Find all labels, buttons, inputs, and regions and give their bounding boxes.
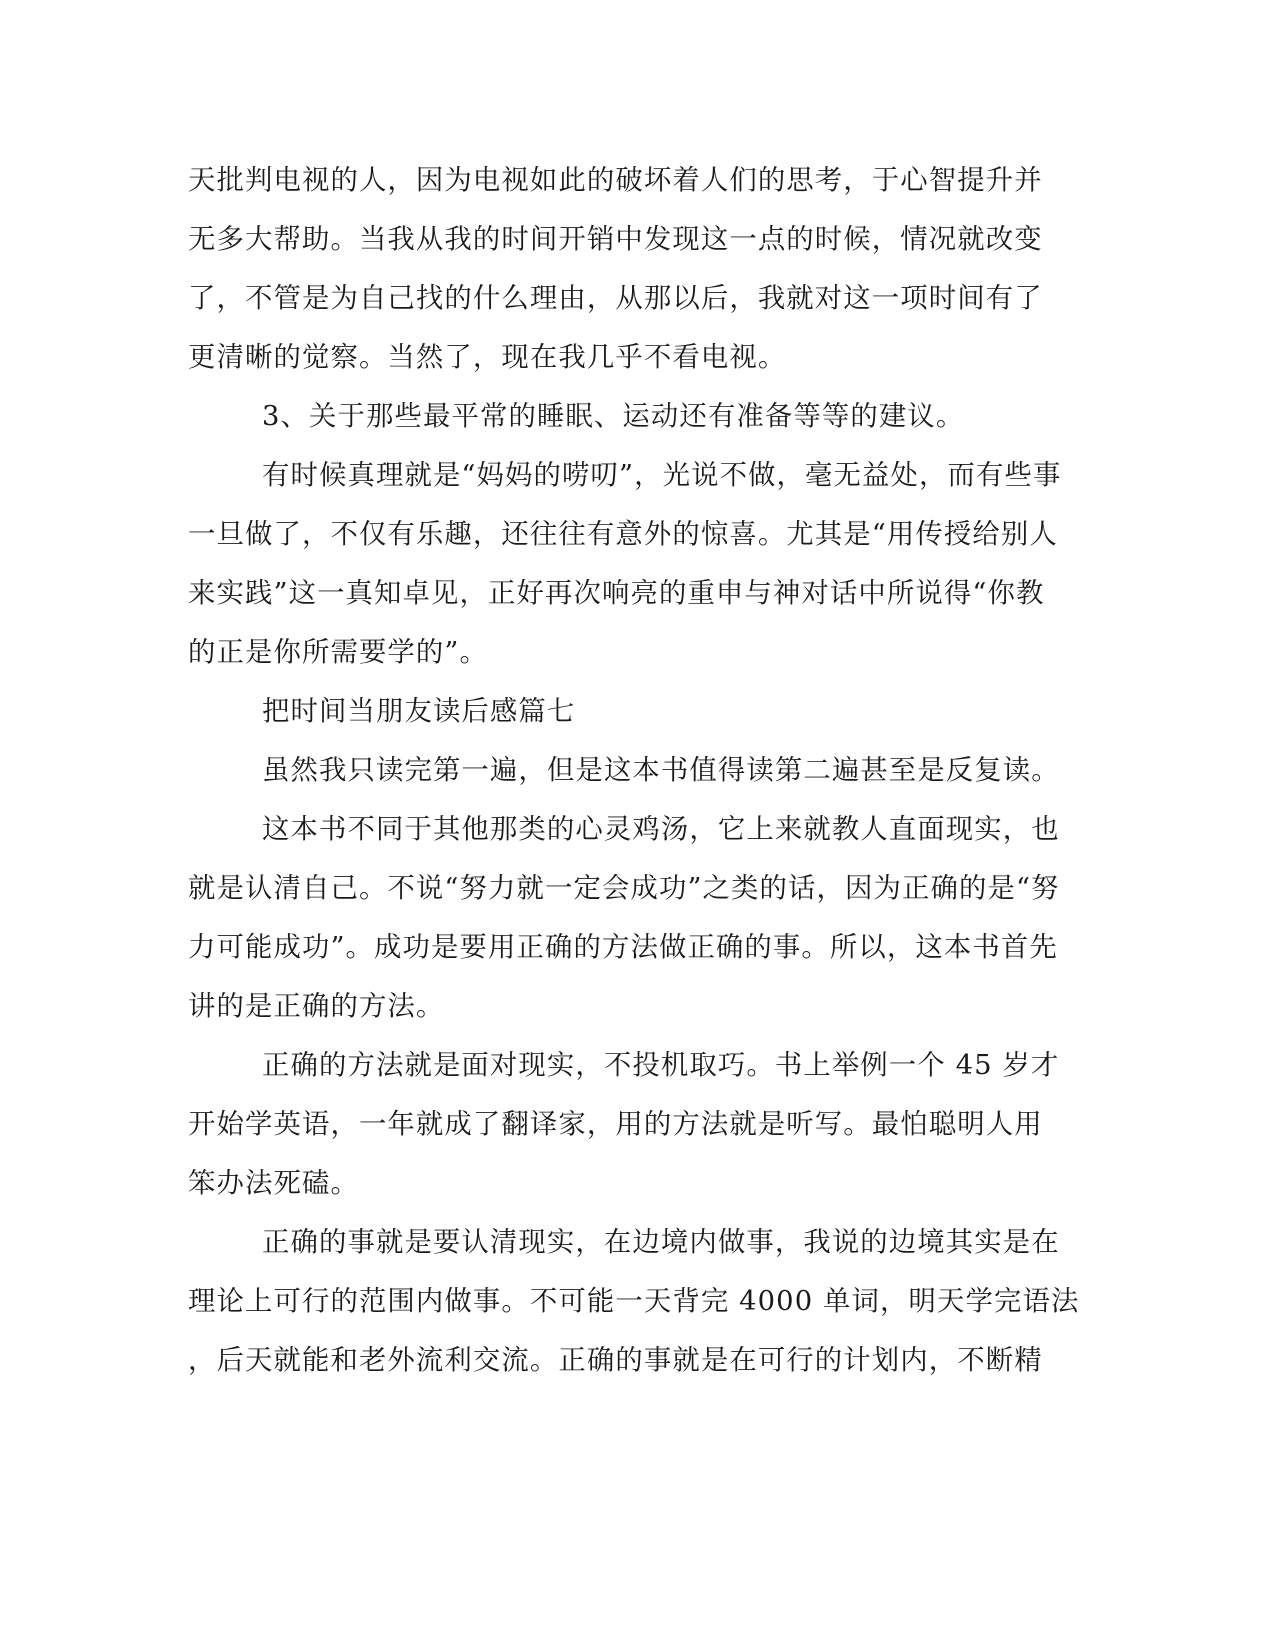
section-title: 把时间当朋友读后感篇七: [262, 696, 576, 727]
text-line: 笨办法死磕。: [188, 1168, 359, 1199]
text-line: 无多大帮助。当我从我的时间开销中发现这一点的时候，情况就改变: [188, 224, 1043, 255]
text-line: 正确的事就是要认清现实，在边境内做事，我说的边境其实是在: [262, 1227, 1060, 1258]
text-line: 虽然我只读完第一遍，但是这本书值得读第二遍甚至是反复读。: [262, 755, 1060, 786]
text-line: 的正是你所需要学的”。: [188, 637, 489, 668]
text-line: 一旦做了，不仅有乐趣，还往往有意外的惊喜。尤其是“用传授给别人: [188, 519, 1058, 550]
text-line: 讲的是正确的方法。: [188, 991, 445, 1022]
text-line: 来实践”这一真知卓见，正好再次响亮的重申与神对话中所说得“你教: [188, 578, 1045, 609]
text-line: 这本书不同于其他那类的心灵鸡汤，它上来就教人直面现实，也: [262, 814, 1060, 845]
text-line: ，后天就能和老外流利交流。正确的事就是在可行的计划内，不断精: [188, 1345, 1043, 1376]
text-line: 开始学英语，一年就成了翻译家，用的方法就是听写。最怕聪明人用: [188, 1109, 1043, 1140]
text-line: 理论上可行的范围内做事。不可能一天背完 4000 单词，明天学完语法: [188, 1286, 1080, 1317]
text-line: 正确的方法就是面对现实，不投机取巧。书上举例一个 45 岁才: [262, 1050, 1060, 1081]
text-line: 力可能成功”。成功是要用正确的方法做正确的事。所以，这本书首先: [188, 932, 1058, 963]
text-line: 天批判电视的人，因为电视如此的破坏着人们的思考，于心智提升并: [188, 165, 1043, 196]
text-line: 就是认清自己。不说“努力就一定会成功”之类的话，因为正确的是“努: [188, 873, 1060, 904]
text-line: 了，不管是为自己找的什么理由，从那以后，我就对这一项时间有了: [188, 283, 1043, 314]
text-line: 有时候真理就是“妈妈的唠叨”，光说不做，毫无益处，而有些事: [262, 460, 1062, 491]
list-item-heading: 3、关于那些最平常的睡眠、运动还有准备等等的建议。: [262, 401, 965, 432]
text-line: 更清晰的觉察。当然了，现在我几乎不看电视。: [188, 342, 787, 373]
